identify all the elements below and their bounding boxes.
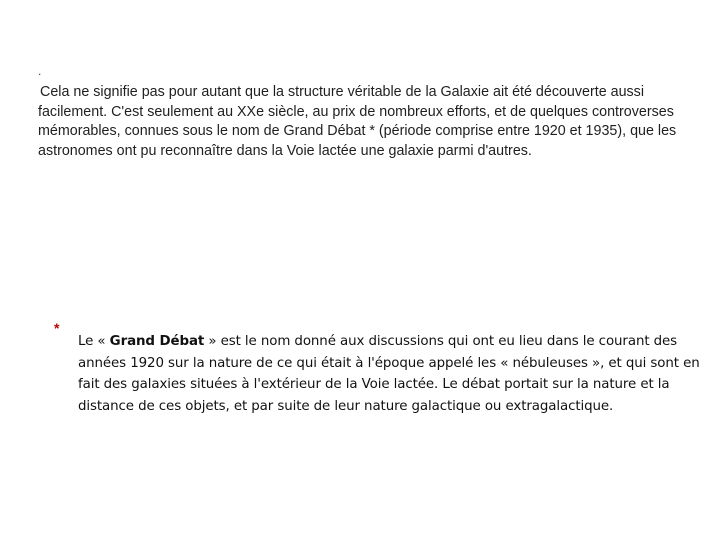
footnote-text: [78, 331, 708, 417]
leading-dot: .: [38, 64, 42, 78]
main-paragraph: Cela ne signifie pas pour autant que la structure véritable de la Galaxie ait été découverte aussi facilement. C'est seulement au XXe siècle, au prix de nombreux efforts, et de quelques controverses mémorables, connues sous le nom de Grand Débat * (période comprise entre 1920 et 1935), que les astronomes ont pu reconnaître dans la Voie lactée une galaxie parmi d'autres.: [38, 84, 677, 159]
footnote-marker: *: [54, 320, 60, 336]
footnote-suffix: » est le nom donné aux discussions qui ont eu lieu dans le courant des années 1920 sur la nature de ce qui était à l'époque appelé les « nébuleuses », et qui sont en fait des galaxies situées à l'extérieur de la Voie lactée. Le débat portait sur la nature et la distance de ces objets, et par suite de leur nature galactique ou extragalactique.: [78, 334, 700, 414]
footnote-prefix: Le «: [78, 334, 110, 349]
footnote-bold-term: Grand Débat: [109, 334, 205, 349]
